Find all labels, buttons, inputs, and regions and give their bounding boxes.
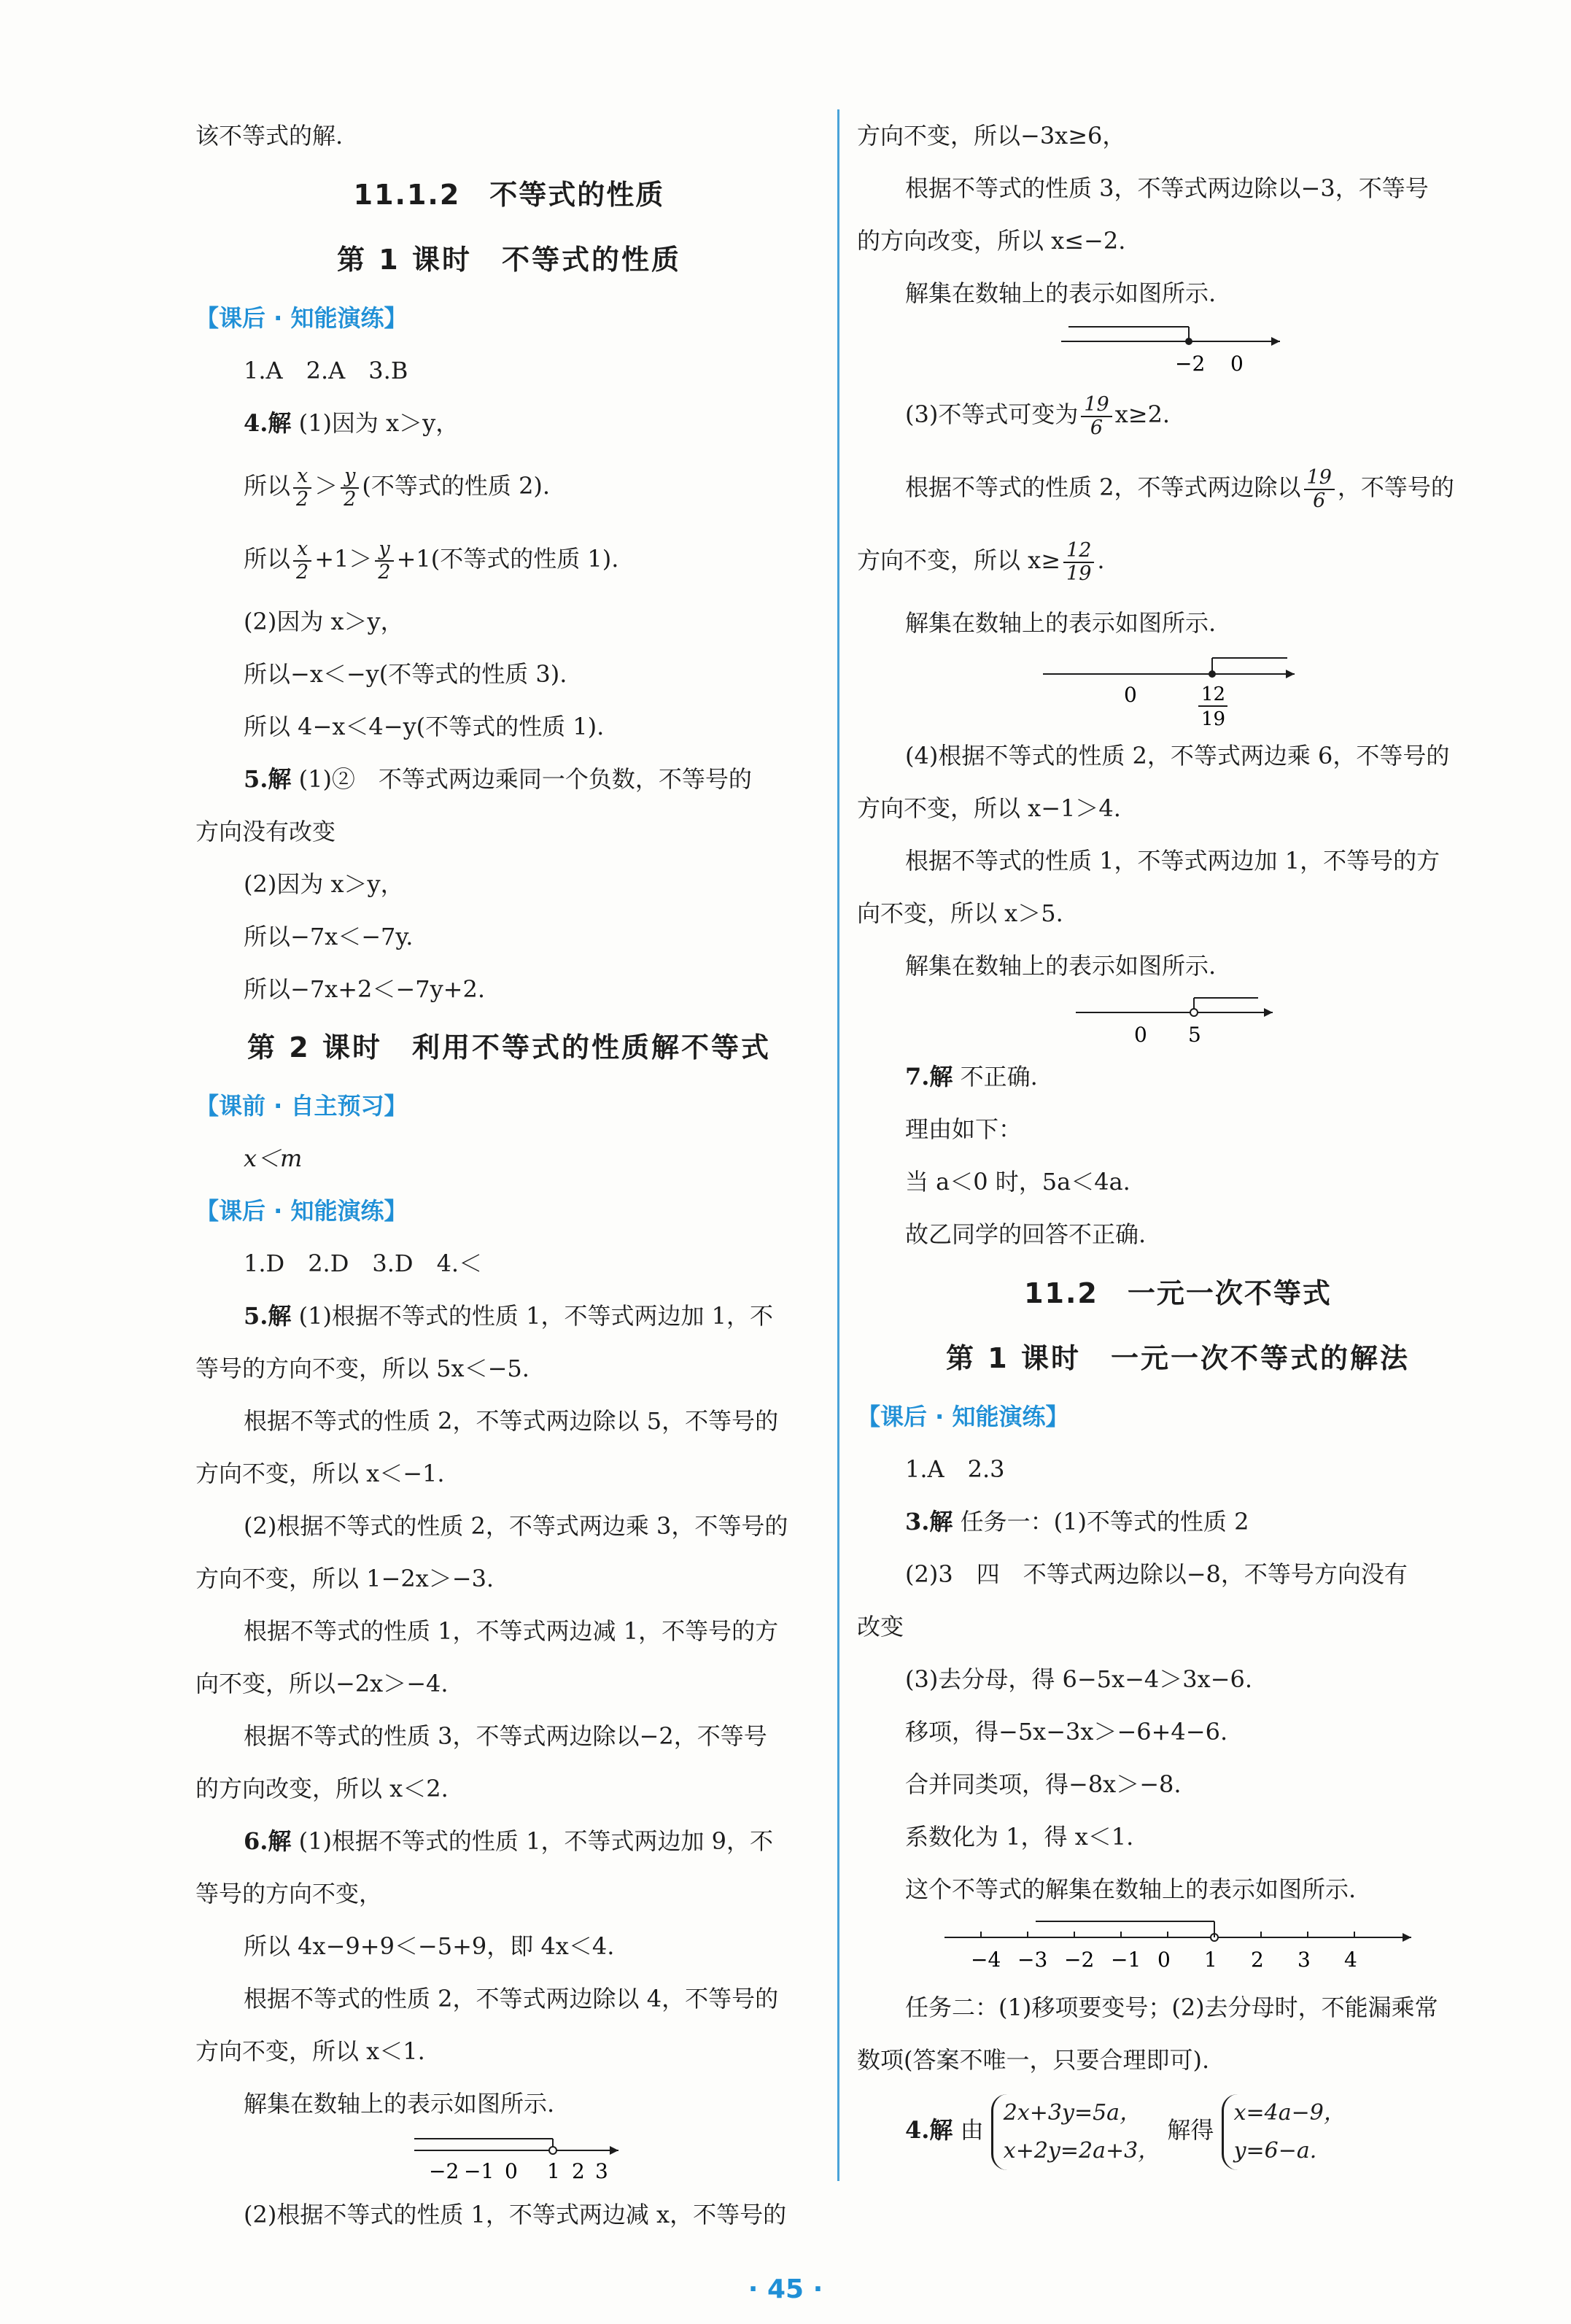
answer-line: 解集在数轴上的表示如图所示. bbox=[905, 279, 1217, 307]
fraction bbox=[341, 465, 359, 511]
tick-label: 19 bbox=[1201, 708, 1226, 729]
closed-point bbox=[1185, 338, 1192, 345]
answer-line: 所以−7x+2＜−7y+2. bbox=[244, 975, 485, 1003]
fraction bbox=[1063, 540, 1094, 585]
text-span: 根据不等式的性质 2，不等式两边除以 bbox=[905, 473, 1301, 501]
equation: x=4a−9， bbox=[1233, 2099, 1346, 2126]
answer-line: (2)根据不等式的性质 1，不等式两边减 x，不等号的 bbox=[244, 2201, 787, 2228]
tick-label: 12 bbox=[1201, 683, 1226, 705]
text-span: (不等式的性质 2). bbox=[362, 472, 551, 500]
text-span: ＞ bbox=[314, 472, 338, 500]
number-line-figure bbox=[857, 992, 1499, 1050]
answer-line: 移项，得−5x−3x＞−6+4−6. bbox=[905, 1718, 1228, 1746]
text-span: 由 bbox=[960, 2116, 984, 2144]
answer-line: 根据不等式的性质 3，不等式两边除以−2，不等号 bbox=[244, 1722, 767, 1750]
equation: 2x+3y=5a， bbox=[1003, 2099, 1142, 2126]
tick-label: 0 bbox=[1230, 352, 1244, 376]
tick-label: 1 bbox=[1204, 1948, 1217, 1972]
numerator: 19 bbox=[1304, 467, 1335, 490]
text-span: ，不等号的 bbox=[1337, 473, 1454, 501]
denominator: 6 bbox=[1313, 489, 1326, 512]
fraction-line bbox=[857, 451, 1499, 524]
tick-label: 0 bbox=[1157, 1948, 1171, 1972]
text-span: . bbox=[1097, 546, 1105, 574]
section-heading: 11.2 一元一次不等式 bbox=[1024, 1277, 1332, 1309]
answer-line: (2)因为 x＞y， bbox=[244, 870, 404, 898]
fraction bbox=[1081, 394, 1112, 439]
answer-line: 方向不变，所以 1−2x＞−3. bbox=[195, 1565, 494, 1592]
answer-line: 根据不等式的性质 3，不等式两边除以−3，不等号 bbox=[905, 174, 1429, 202]
number-line-figure bbox=[857, 319, 1499, 378]
tick-label: −1 bbox=[1111, 1948, 1141, 1972]
arrow-icon bbox=[1271, 337, 1280, 346]
tick-label: 4 bbox=[1344, 1948, 1357, 1972]
arrow-icon bbox=[1264, 1008, 1273, 1017]
fraction bbox=[293, 465, 311, 511]
tick-label: 0 bbox=[505, 2159, 518, 2183]
answer-line: 的方向改变，所以 x≤−2. bbox=[857, 227, 1126, 255]
answer-line: 1.A 2.3 bbox=[905, 1455, 1005, 1483]
question-number: 4.解 bbox=[244, 409, 292, 437]
section-tag: 【课后 · 知能演练】 bbox=[857, 1403, 1069, 1430]
question-number: 5.解 bbox=[244, 765, 292, 793]
answer-line: 1.A 2.A 3.B bbox=[244, 357, 408, 384]
answer-line: 理由如下： bbox=[905, 1115, 1023, 1143]
fraction bbox=[293, 538, 311, 584]
answer-line: 解集在数轴上的表示如图所示. bbox=[905, 609, 1217, 637]
closed-point bbox=[1209, 670, 1216, 678]
answer-line: 故乙同学的回答不正确. bbox=[905, 1220, 1147, 1248]
answer-line: 等号的方向不变， bbox=[195, 1880, 383, 1907]
answer-line: (3)去分母，得 6−5x−4＞3x−6. bbox=[905, 1665, 1253, 1693]
answer-line: x＜m bbox=[244, 1144, 303, 1172]
answer-line: 方向不变，所以 x＜−1. bbox=[195, 1460, 445, 1487]
answer-line: 等号的方向不变，所以 5x＜−5. bbox=[195, 1355, 530, 1382]
section-tag: 【课后 · 知能演练】 bbox=[195, 304, 408, 332]
equation-system-line bbox=[857, 2086, 1499, 2174]
question-number: 3.解 bbox=[905, 1508, 953, 1535]
tick-label: −2 bbox=[1064, 1948, 1095, 1972]
answer-line: 方向没有改变 bbox=[195, 818, 336, 845]
answer-line: (2)根据不等式的性质 2，不等式两边乘 3，不等号的 bbox=[244, 1512, 788, 1540]
tick-label: −2 bbox=[429, 2159, 459, 2183]
equation: y=6−a. bbox=[1233, 2137, 1317, 2164]
answer-line: (4)根据不等式的性质 2，不等式两边乘 6，不等号的 bbox=[905, 742, 1450, 770]
tick-label: 3 bbox=[1297, 1948, 1311, 1972]
equation-system bbox=[1222, 2094, 1346, 2170]
numerator: x bbox=[293, 465, 311, 489]
text-span: 所以 bbox=[244, 472, 291, 500]
answer-line: (2)3 四 不等式两边除以−8，不等号方向没有 bbox=[905, 1560, 1408, 1588]
number-line-figure bbox=[195, 2130, 823, 2188]
tick-label: 5 bbox=[1188, 1023, 1201, 1047]
answer-text: 任务一：(1)不等式的性质 2 bbox=[960, 1508, 1249, 1535]
lesson-heading: 第 1 课时 不等式的性质 bbox=[337, 244, 681, 276]
answer-line: 所以−7x＜−7y. bbox=[244, 923, 414, 950]
numerator: y bbox=[375, 538, 393, 562]
equation-system bbox=[991, 2094, 1160, 2170]
answer-line bbox=[857, 1050, 1499, 1103]
page-number: · 45 · bbox=[748, 2274, 823, 2304]
answer-text: (1)因为 x＞y， bbox=[298, 409, 459, 437]
answer-line: 所以 4x−9+9＜−5+9，即 4x＜4. bbox=[244, 1932, 615, 1960]
numerator: 12 bbox=[1063, 540, 1094, 563]
denominator: 2 bbox=[296, 560, 309, 584]
text-span: x≥2. bbox=[1114, 400, 1171, 428]
tick-label: 2 bbox=[572, 2159, 585, 2183]
denominator: 6 bbox=[1090, 416, 1103, 439]
answer-line: 向不变，所以−2x＞−4. bbox=[195, 1670, 449, 1697]
answer-line bbox=[195, 397, 823, 449]
answer-line: 所以 4−x＜4−y(不等式的性质 1). bbox=[244, 713, 605, 740]
numerator: 19 bbox=[1081, 394, 1112, 417]
fraction bbox=[375, 538, 393, 584]
tick-label: −1 bbox=[464, 2159, 494, 2183]
tick-label: −3 bbox=[1017, 1948, 1048, 1972]
lesson-heading: 第 2 课时 利用不等式的性质解不等式 bbox=[247, 1031, 771, 1064]
tick-label: −4 bbox=[971, 1948, 1001, 1972]
answer-line: 这个不等式的解集在数轴上的表示如图所示. bbox=[905, 1875, 1357, 1903]
denominator: 2 bbox=[296, 487, 309, 511]
open-point bbox=[1190, 1009, 1198, 1016]
answer-line: (2)因为 x＞y， bbox=[244, 608, 404, 635]
denominator: 2 bbox=[344, 487, 357, 511]
denominator: 19 bbox=[1066, 562, 1092, 585]
answer-line bbox=[857, 1495, 1499, 1548]
open-point bbox=[549, 2147, 556, 2154]
arrow-icon bbox=[1403, 1933, 1411, 1942]
answer-line: 根据不等式的性质 2，不等式两边除以 4，不等号的 bbox=[244, 1985, 779, 2013]
fraction-line bbox=[195, 449, 823, 522]
tick-label: 2 bbox=[1251, 1948, 1264, 1972]
answer-line: 合并同类项，得−8x＞−8. bbox=[905, 1770, 1182, 1798]
answer-line: 当 a＜0 时，5a＜4a. bbox=[905, 1168, 1130, 1196]
answer-line: 所以−x＜−y(不等式的性质 3). bbox=[244, 660, 567, 688]
answer-text: (1)根据不等式的性质 1，不等式两边加 1，不 bbox=[298, 1302, 773, 1330]
answer-line bbox=[195, 1290, 823, 1342]
answer-line: 根据不等式的性质 1，不等式两边加 1，不等号的方 bbox=[905, 847, 1440, 875]
text-span: +1(不等式的性质 1). bbox=[396, 545, 619, 573]
question-number: 4.解 bbox=[905, 2116, 953, 2144]
fraction bbox=[1304, 467, 1335, 512]
lesson-heading: 第 1 课时 一元一次不等式的解法 bbox=[946, 1342, 1410, 1374]
tick-label: 3 bbox=[595, 2159, 608, 2183]
section-heading: 11.1.2 不等式的性质 bbox=[353, 179, 665, 211]
text-span: 解得 bbox=[1167, 2116, 1214, 2144]
number-line-figure bbox=[857, 1916, 1499, 1981]
answer-line: 方向不变，所以 x＜1. bbox=[195, 2037, 425, 2065]
numerator: x bbox=[293, 538, 311, 562]
right-column bbox=[857, 109, 1499, 2174]
text-span: 方向不变，所以 x≥ bbox=[857, 546, 1061, 574]
answer-text: (1)根据不等式的性质 1，不等式两边加 9，不 bbox=[298, 1827, 773, 1855]
answer-line: 数项(答案不唯一，只要合理即可). bbox=[857, 2046, 1210, 2074]
answer-line: 的方向改变，所以 x＜2. bbox=[195, 1775, 449, 1802]
arrow-icon bbox=[1286, 670, 1295, 678]
answer-line: 向不变，所以 x＞5. bbox=[857, 899, 1063, 927]
question-number: 5.解 bbox=[244, 1302, 292, 1330]
left-column bbox=[195, 109, 823, 2241]
answer-text: (1)② 不等式两边乘同一个负数，不等号的 bbox=[298, 765, 752, 793]
fraction-line bbox=[857, 378, 1499, 451]
section-tag: 【课后 · 知能演练】 bbox=[195, 1197, 408, 1225]
text-span: 所以 bbox=[244, 545, 291, 573]
text-span: (3)不等式可变为 bbox=[905, 400, 1079, 428]
tick-label: 1 bbox=[547, 2159, 560, 2183]
answer-line: 方向不变，所以 x−1＞4. bbox=[857, 794, 1121, 822]
number-line-figure bbox=[857, 649, 1499, 729]
fraction-line bbox=[857, 524, 1499, 597]
answer-line: 系数化为 1，得 x＜1. bbox=[905, 1823, 1134, 1851]
fraction-line bbox=[195, 522, 823, 595]
answer-line: 1.D 2.D 3.D 4.＜ bbox=[244, 1250, 483, 1277]
column-divider bbox=[837, 109, 839, 2181]
tick-label: −2 bbox=[1175, 352, 1206, 376]
question-number: 6.解 bbox=[244, 1827, 292, 1855]
answer-line: 解集在数轴上的表示如图所示. bbox=[905, 952, 1217, 980]
answer-text: 不正确. bbox=[960, 1063, 1038, 1091]
answer-line: 解集在数轴上的表示如图所示. bbox=[244, 2090, 555, 2118]
answer-line: 任务二：(1)移项要变号；(2)去分母时，不能漏乘常 bbox=[905, 1994, 1438, 2021]
answer-line bbox=[195, 1815, 823, 1867]
answer-line bbox=[195, 753, 823, 805]
numerator: y bbox=[341, 465, 359, 489]
text-span: +1＞ bbox=[314, 545, 373, 573]
denominator: 2 bbox=[378, 560, 391, 584]
answer-line: 根据不等式的性质 1，不等式两边减 1，不等号的方 bbox=[244, 1617, 779, 1645]
tick-label: 0 bbox=[1134, 1023, 1147, 1047]
answer-line: 改变 bbox=[857, 1613, 904, 1641]
answer-line: 根据不等式的性质 2，不等式两边除以 5，不等号的 bbox=[244, 1407, 779, 1435]
question-number: 7.解 bbox=[905, 1063, 953, 1091]
arrow-icon bbox=[610, 2146, 618, 2155]
equation: x+2y=2a+3， bbox=[1003, 2137, 1160, 2164]
text-line: 该不等式的解. bbox=[195, 122, 344, 150]
tick-label: 0 bbox=[1124, 683, 1137, 707]
section-tag: 【课前 · 自主预习】 bbox=[195, 1092, 408, 1120]
answer-line: 方向不变，所以−3x≥6， bbox=[857, 122, 1126, 150]
